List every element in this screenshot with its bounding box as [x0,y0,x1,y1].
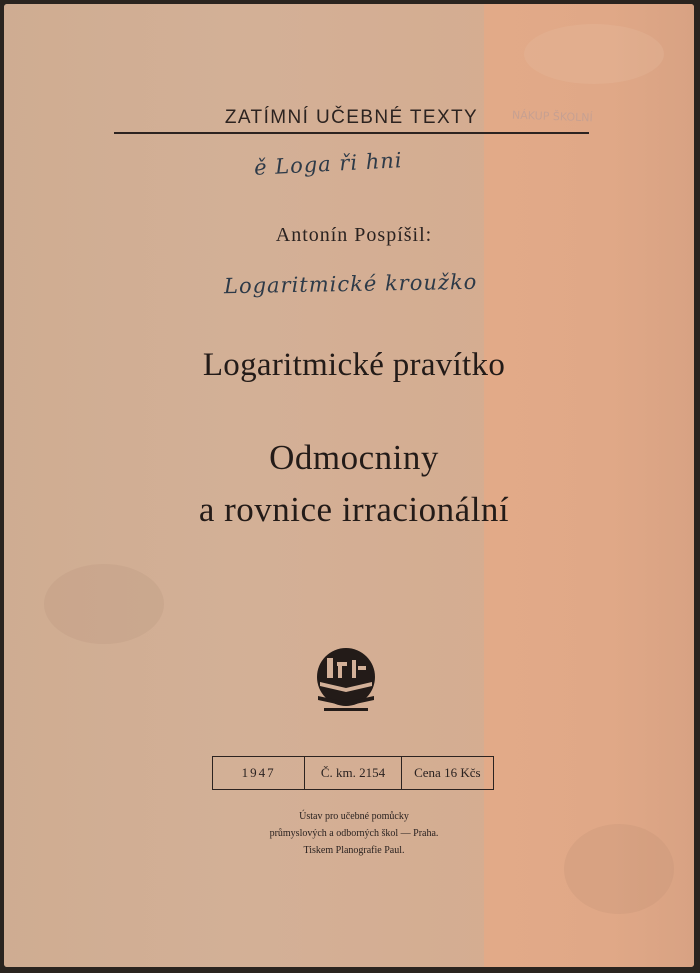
publisher-line1: Ústav pro učebné pomůcky [299,811,409,822]
title-secondary-line1: Odmocniny [269,438,439,477]
paper-stain [524,24,664,84]
info-year: 1947 [213,757,305,789]
info-box [212,756,494,790]
publisher-block [4,808,694,859]
publisher-logo-icon [310,644,382,716]
publisher-line2: průmyslových a odborných škol — Praha. [269,828,439,839]
handwritten-note-middle: Logaritmické kroužko [223,269,478,299]
title-primary: Logaritmické pravítko [202,347,506,383]
series-heading: ZATÍMNÍ UČEBNÉ TEXTY [114,107,589,134]
title-secondary [4,432,694,536]
faint-stamp: NÁKUP ŠKOLNÍ [511,108,593,125]
publisher-line3: Tiskem Planografie Paul. [303,845,405,856]
booklet-cover [4,4,694,967]
info-catalog-number: Č. km. 2154 [305,757,401,789]
paper-stain [44,564,164,644]
info-price: Cena 16 Kčs [414,765,481,780]
handwritten-note-top: ě Loga ři hni [253,148,404,180]
author-name: Antonín Pospíšil: [275,224,433,246]
title-secondary-line2: a rovnice irracionální [198,490,510,529]
